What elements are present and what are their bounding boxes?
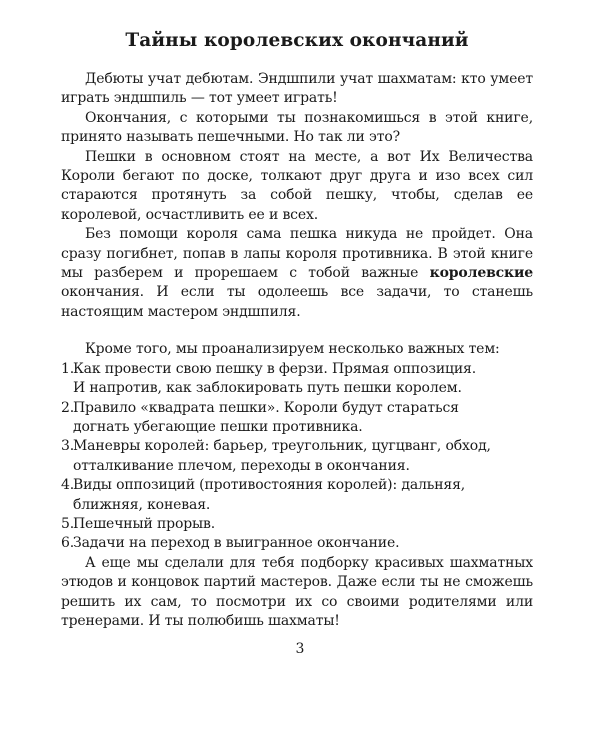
paragraph-4-after: окончания. И если ты одолеешь все задачи, то станешь настоящим мастером эндшпиля.: [61, 284, 533, 320]
list-item: 2.Правило «квадрата пешки». Короли будут стараться догнать убегающие пешки противника.: [61, 399, 459, 435]
page-number: 3: [295, 641, 305, 657]
paragraph-1: Дебюты учат дебютам. Эндшпили учат шахматам: кто умеет играть эндшпиль — тот умеет играть!: [61, 71, 533, 107]
list-item: 3.Маневры королей: барьер, треугольник, цугцванг, обход, отталкивание плечом, переходы в окончания.: [61, 438, 491, 474]
list-item: 4.Виды оппозиций (противостояния королей): дальняя, ближняя, коневая.: [61, 477, 466, 513]
paragraph-4-bold: королевские: [429, 265, 533, 282]
paragraph-4: [61, 225, 533, 322]
document-page: [61, 30, 533, 631]
page-title: Тайны королевских окончаний: [125, 30, 469, 51]
list-item: 6.Задачи на переход в выигранное окончание.: [61, 535, 400, 552]
list-intro: Кроме того, мы проанализируем несколько важных тем:: [85, 341, 500, 358]
paragraph-2: Окончания, с которыми ты познакомишься в этой книге, принято называть пешечными. Но так ли это?: [61, 109, 533, 146]
list-item: 5.Пешечный прорыв.: [61, 515, 216, 532]
topics-list: [61, 360, 533, 554]
closing-paragraph: А еще мы сделали для тебя подборку красивых шахматных этюдов и концовок партий мастеров. Даже если ты не сможешь решить их сам, то посмотри их со своими родителями или тренерами. И ты полюбишь шахматы!: [61, 554, 533, 629]
list-item: 1.Как провести свою пешку в ферзи. Прямая оппозиция. И напротив, как заблокировать путь пешки королем.: [61, 360, 477, 397]
paragraph-3: Пешки в основном стоят на месте, а вот Их Величества Короли бегают по доске, толкают друг друга и изо всех сил стараются протянуть за собой пешку, чтобы, сделав ее королевой, осчастливить ее и всех.: [61, 148, 533, 223]
paragraph-4-before: Без помощи короля сама пешка никуда не пройдет. Она сразу погибнет, попав в лапы короля противника. В этой книге мы разберем и прорешаем с тобой важные: [61, 226, 533, 282]
